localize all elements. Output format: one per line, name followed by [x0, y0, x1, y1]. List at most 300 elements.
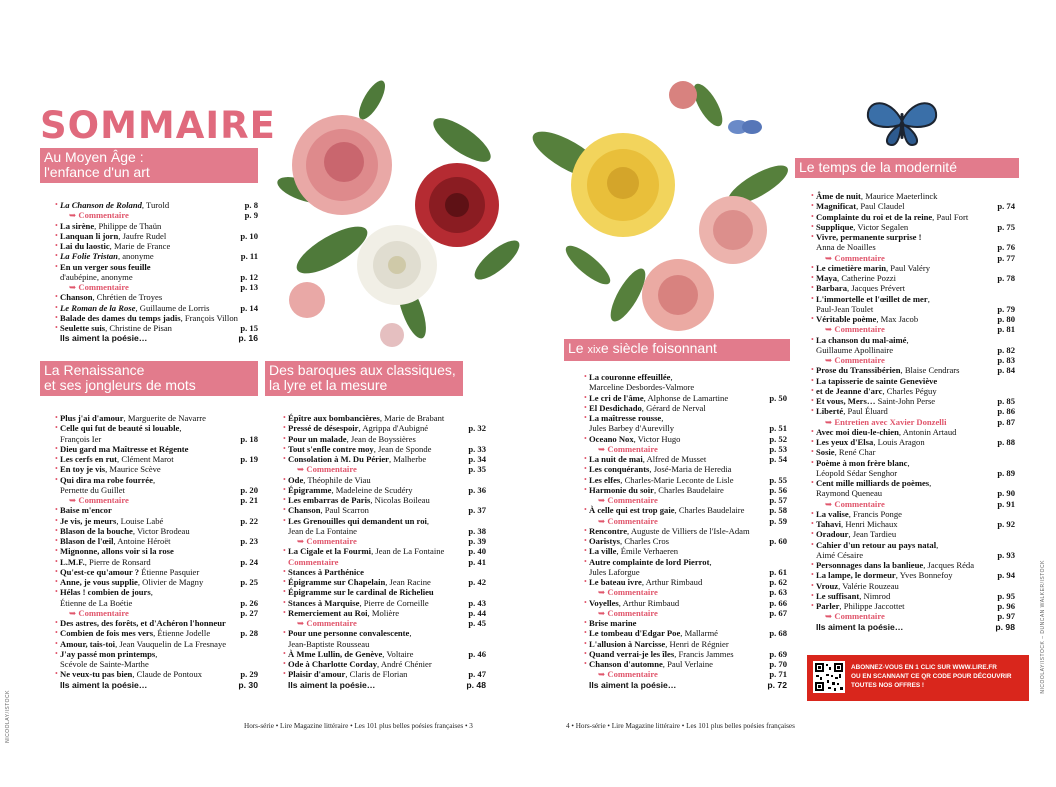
poem-author: , Yves Bonnefoy: [895, 570, 953, 581]
poem-author: ,: [155, 648, 158, 659]
commentary-label: Commentaire: [607, 607, 658, 618]
bullet-icon: •: [283, 454, 286, 463]
toc-entry[interactable]: [55, 220, 258, 231]
poem-title: Chanson d'automne: [589, 659, 663, 669]
poem-author: , André Chénier: [377, 659, 432, 669]
toc-entry[interactable]: [55, 536, 258, 546]
toc-entry[interactable]: [811, 426, 1015, 437]
toc-entry[interactable]: [584, 546, 787, 557]
poem-author: , Jean Vauquelin de La Fresnaye: [115, 638, 227, 649]
toc-entry[interactable]: [811, 519, 1015, 529]
toc-list-moyen-age: [55, 200, 258, 344]
toc-entry[interactable]: [589, 516, 787, 526]
toc-entry[interactable]: [811, 375, 1015, 386]
poem-title: La couronne effeuillée: [589, 372, 671, 382]
section-header-line: La Renaissance: [44, 362, 145, 378]
toc-entry[interactable]: [55, 474, 258, 485]
bullet-icon: •: [584, 577, 587, 586]
toc-entry[interactable]: [584, 505, 787, 516]
bullet-icon: •: [811, 232, 814, 241]
bullet-icon: •: [55, 638, 58, 648]
bullet-icon: •: [55, 423, 58, 433]
poem-title: Plus j'ai d'amour: [60, 413, 124, 423]
toc-entry[interactable]: [55, 302, 258, 313]
poem-author: , Antonin Artaud: [898, 426, 957, 437]
page-number: p. 38: [468, 525, 486, 536]
page-number: p. 81: [997, 324, 1015, 335]
toc-entry[interactable]: [811, 529, 1015, 540]
toc-entry[interactable]: [584, 648, 787, 659]
toc-entry[interactable]: [811, 580, 1015, 591]
poem-author: ,: [409, 628, 412, 639]
toc-entry[interactable]: [811, 385, 1015, 396]
bullet-icon: •: [584, 433, 587, 443]
toc-entry[interactable]: [283, 669, 486, 680]
toc-entry[interactable]: [811, 232, 1015, 242]
poem-title: Maya: [816, 273, 838, 283]
toc-entry[interactable]: [55, 292, 258, 303]
toc-entry[interactable]: [283, 413, 486, 423]
toc-entry[interactable]: [288, 464, 486, 474]
toc-entry[interactable]: [60, 282, 258, 292]
toc-entry[interactable]: [584, 433, 787, 444]
entry-continuation: Marceline Desbordes-Valmore: [589, 382, 695, 393]
toc-entry[interactable]: [55, 638, 258, 649]
page-number: p. 82: [997, 344, 1015, 355]
toc-entry[interactable]: [283, 515, 486, 526]
poem-title: Les yeux d'Elsa: [816, 437, 874, 447]
toc-entry[interactable]: [288, 680, 486, 690]
toc-entry[interactable]: [283, 587, 486, 598]
page-number: p. 34: [468, 454, 486, 464]
poem-author: , Arthur Rimbaud: [618, 597, 680, 608]
toc-entry[interactable]: [60, 659, 258, 669]
entry-continuation: d'aubépine: [60, 271, 97, 282]
bullet-icon: •: [55, 230, 58, 240]
toc-entry[interactable]: [589, 444, 787, 454]
toc-entry[interactable]: [811, 539, 1015, 550]
bullet-icon: •: [55, 200, 58, 209]
toc-entry[interactable]: [811, 191, 1015, 201]
arrow-icon: ➥: [598, 669, 608, 680]
toc-entry[interactable]: [811, 560, 1015, 570]
page-number: p. 75: [997, 221, 1015, 232]
toc-entry[interactable]: [283, 443, 486, 454]
page-number: p. 12: [240, 271, 258, 282]
page-number: p. 35: [468, 464, 486, 475]
toc-entry[interactable]: [811, 293, 1015, 304]
toc-entry[interactable]: [816, 345, 1015, 355]
toc-entry[interactable]: [55, 648, 258, 659]
toc-entry[interactable]: [584, 628, 787, 639]
poem-author: , Agrippa d'Aubigné: [358, 423, 429, 434]
commentary-label: Commentaire: [834, 498, 885, 509]
toc-entry[interactable]: [589, 608, 787, 618]
page-number: p. 36: [468, 484, 486, 495]
page-title: SOMMAIRE: [40, 104, 276, 147]
toc-entry[interactable]: [816, 355, 1015, 365]
toc-entry[interactable]: [288, 536, 486, 546]
toc-entry[interactable]: [55, 200, 258, 210]
poem-title: Les conquérants: [589, 464, 650, 475]
poem-title: Sosie: [816, 447, 835, 458]
bullet-icon: •: [811, 221, 814, 231]
poem-title: La Folie Tristan: [60, 251, 118, 262]
toc-entry[interactable]: [283, 597, 486, 608]
toc-entry[interactable]: [811, 283, 1015, 294]
bullet-icon: •: [55, 474, 58, 484]
toc-entry[interactable]: [811, 262, 1015, 273]
toc-entry[interactable]: [811, 601, 1015, 611]
bullet-icon: •: [55, 566, 58, 576]
toc-entry[interactable]: [816, 304, 1015, 314]
page-number: p. 50: [769, 392, 787, 403]
arrow-icon: ➥: [598, 607, 608, 618]
toc-entry[interactable]: [60, 434, 258, 444]
arrow-icon: ➥: [69, 495, 79, 505]
toc-entry[interactable]: [816, 468, 1015, 478]
toc-entry[interactable]: [60, 598, 258, 608]
toc-entry[interactable]: [55, 577, 258, 587]
page-number: p. 39: [468, 536, 486, 546]
poem-title: Oaristys: [589, 536, 621, 546]
toc-entry[interactable]: [55, 464, 258, 475]
toc-entry[interactable]: [584, 525, 787, 536]
subscribe-promo-box[interactable]: [807, 655, 1029, 701]
poem-author: , Jean Tardieu: [848, 529, 897, 540]
toc-entry[interactable]: [811, 314, 1015, 324]
entry-continuation: Paul-Jean Toulet: [816, 303, 874, 314]
footer-right: 4 • Hors-série • Lire Magazine littéraire • Les 101 plus belles poésies françaises: [566, 722, 795, 730]
poem-title: Épigramme sur le cardinal de Richelieu: [288, 587, 434, 598]
toc-entry[interactable]: [55, 261, 258, 272]
section-header-line: Au Moyen Âge :: [44, 149, 144, 165]
arrow-icon: ➥: [297, 536, 307, 546]
poem-title: Tahavi: [816, 519, 842, 529]
bullet-icon: •: [55, 292, 58, 302]
section-header-century: xix: [587, 344, 601, 356]
poem-title: Lanquan li jorn: [60, 230, 119, 241]
toc-entry[interactable]: [811, 201, 1015, 212]
toc-entry[interactable]: [811, 437, 1015, 447]
poem-author: , Henri de Régnier: [665, 638, 729, 649]
poem-author: , Marie de France: [109, 241, 171, 251]
bullet-icon: •: [584, 556, 587, 566]
toc-entry[interactable]: [584, 413, 787, 423]
toc-entry[interactable]: [811, 406, 1015, 417]
toc-entry[interactable]: [584, 372, 787, 382]
bullet-icon: •: [584, 474, 587, 484]
poem-title: Blason de la bouche: [60, 525, 133, 536]
flower-bouquet-left-illustration: [262, 70, 528, 360]
promo-text: [851, 663, 1023, 690]
toc-entry[interactable]: [816, 324, 1015, 334]
toc-entry[interactable]: [55, 515, 258, 526]
commentary-label: Commentaire: [288, 556, 339, 567]
poem-title: Le tombeau d'Edgar Poe: [589, 628, 681, 639]
poem-author: , Mallarmé: [680, 628, 718, 639]
toc-entry[interactable]: [811, 570, 1015, 581]
bullet-icon: •: [55, 312, 58, 322]
qr-code-icon[interactable]: [813, 661, 845, 693]
toc-entry[interactable]: [55, 443, 258, 454]
toc-entry[interactable]: [584, 392, 787, 403]
toc-entry[interactable]: [283, 433, 486, 444]
bullet-icon: •: [283, 659, 286, 668]
page-number: p. 28: [240, 628, 258, 639]
toc-entry[interactable]: [816, 488, 1015, 498]
toc-entry[interactable]: [283, 659, 486, 669]
bullet-icon: •: [584, 505, 587, 515]
section-header-moyen-age: [40, 148, 258, 183]
poem-title: La lampe, le dormeur: [816, 570, 896, 581]
page-number: p. 83: [997, 355, 1015, 365]
poem-author: , Gérard de Nerval: [641, 402, 706, 413]
bullet-icon: •: [283, 443, 286, 453]
toc-entry[interactable]: [589, 495, 787, 505]
poem-author: Étienne Pasquier: [139, 566, 200, 577]
toc-entry[interactable]: [584, 577, 787, 587]
poem-author: , Marguerite de Navarre: [123, 413, 206, 423]
poem-author: , Alfred de Musset: [642, 454, 707, 464]
bullet-icon: •: [811, 560, 814, 569]
page-number: p. 94: [997, 570, 1015, 581]
arrow-icon: ➥: [598, 587, 608, 598]
toc-entry[interactable]: [584, 659, 787, 669]
toc-entry[interactable]: [816, 550, 1015, 560]
page-number: p. 37: [468, 505, 486, 516]
bullet-icon: •: [55, 577, 58, 586]
toc-entry[interactable]: [816, 622, 1015, 632]
toc-entry[interactable]: [589, 567, 787, 577]
toc-entry[interactable]: [283, 648, 486, 659]
toc-entry[interactable]: [816, 417, 1015, 427]
pink-rose: [292, 115, 392, 215]
page-number: p. 20: [240, 484, 258, 495]
toc-entry[interactable]: [55, 566, 258, 577]
promo-line: TOUTES NOS OFFRES !: [851, 682, 925, 689]
toc-entry[interactable]: [816, 253, 1015, 263]
toc-entry[interactable]: [589, 382, 787, 392]
bullet-icon: •: [811, 437, 814, 446]
poem-author: , Jaufre Rudel: [118, 230, 167, 241]
toc-entry[interactable]: [55, 423, 258, 434]
page-number: p. 86: [997, 406, 1015, 417]
toc-entry[interactable]: [283, 484, 486, 495]
toc-entry[interactable]: [283, 423, 486, 434]
toc-entry[interactable]: [55, 230, 258, 241]
page-number: p. 97: [997, 611, 1015, 622]
poem-title: Le cimetière marin: [816, 262, 886, 273]
bullet-icon: •: [811, 519, 814, 528]
toc-entry[interactable]: [283, 505, 486, 516]
commentary-label: Commentaire: [78, 495, 129, 505]
toc-entry[interactable]: [584, 556, 787, 567]
poem-title: Qui dira ma robe fourrée: [60, 474, 153, 485]
page-number: p. 11: [240, 251, 258, 262]
poem-title: Pour une personne convalescente: [288, 628, 410, 639]
toc-entry[interactable]: [283, 628, 486, 639]
poem-author: , Catherine Pozzi: [837, 273, 896, 283]
toc-entry[interactable]: [584, 474, 787, 485]
poem-author: , Étienne Jodelle: [153, 628, 211, 639]
poem-title: Ode: [288, 474, 304, 485]
toc-entry[interactable]: [55, 505, 258, 516]
toc-entry[interactable]: [589, 669, 787, 679]
poem-author: Saint-John Perse: [875, 396, 936, 406]
poem-title: Oradour: [816, 529, 849, 540]
bullet-icon: •: [584, 525, 587, 535]
arrow-icon: ➥: [825, 252, 835, 263]
toc-entry[interactable]: [811, 508, 1015, 519]
toc-entry[interactable]: [283, 495, 486, 505]
poem-author: , José-Maria de Heredia: [649, 464, 732, 475]
entry-continuation: François Ier: [60, 433, 102, 444]
toc-entry[interactable]: [55, 312, 258, 323]
page-number: p. 23: [240, 536, 258, 546]
toc-entry[interactable]: [288, 526, 486, 536]
toc-entry[interactable]: [283, 566, 486, 577]
toc-entry[interactable]: [811, 211, 1015, 222]
page-number: p. 24: [240, 556, 258, 567]
poem-author: , Maurice Maeterlinck: [860, 191, 938, 201]
bullet-icon: •: [811, 406, 814, 416]
toc-entry[interactable]: [55, 628, 258, 639]
toc-entry[interactable]: [811, 478, 1015, 488]
toc-entry[interactable]: [811, 221, 1015, 232]
toc-entry[interactable]: [811, 273, 1015, 283]
toc-entry[interactable]: [55, 618, 258, 628]
toc-entry[interactable]: [811, 365, 1015, 376]
commentary-label: Commentaire: [306, 536, 357, 546]
toc-entry[interactable]: [589, 587, 787, 597]
poem-title: La maîtresse rousse: [589, 413, 662, 423]
toc-entry[interactable]: [288, 618, 486, 628]
toc-entry[interactable]: [283, 454, 486, 464]
poem-author: , Jean Racine: [385, 577, 431, 587]
poem-title: Baise m'encor: [60, 505, 112, 516]
page-number: p. 70: [769, 659, 787, 669]
toc-entry[interactable]: [55, 669, 258, 680]
toc-entry[interactable]: [283, 577, 486, 587]
poem-title: Autre complainte de lord Pierrot: [589, 556, 710, 567]
poem-title: Plaisir d'amour: [288, 669, 346, 680]
toc-entry[interactable]: [288, 639, 486, 649]
toc-entry[interactable]: [589, 680, 787, 690]
poem-author: , Paul Claudel: [856, 201, 905, 212]
bullet-icon: •: [811, 283, 814, 293]
poem-title: Vivre, permanente surprise !: [816, 232, 922, 242]
bullet-icon: •: [55, 454, 58, 463]
toc-entry[interactable]: [283, 607, 486, 618]
bud: [380, 323, 404, 347]
toc-entry[interactable]: [60, 333, 258, 343]
toc-entry[interactable]: [55, 546, 258, 557]
section-header-modernite: [795, 158, 1019, 178]
toc-entry[interactable]: [283, 546, 486, 557]
poem-author: , Charles Cros: [620, 536, 669, 546]
page-number: p. 42: [468, 577, 486, 587]
poem-author: , Charles Baudelaire: [674, 505, 745, 516]
toc-entry[interactable]: [816, 611, 1015, 621]
bullet-icon: •: [811, 601, 814, 610]
bullet-icon: •: [55, 648, 58, 658]
toc-entry[interactable]: [584, 454, 787, 464]
toc-entry[interactable]: [816, 499, 1015, 509]
toc-entry[interactable]: [55, 587, 258, 598]
toc-entry[interactable]: [584, 484, 787, 495]
poem-author: , Jean de Boyssières: [346, 433, 416, 444]
toc-entry[interactable]: [60, 272, 258, 282]
page-number: p. 74: [997, 201, 1015, 212]
arrow-icon: ➥: [825, 355, 835, 365]
page-number: p. 95: [997, 590, 1015, 601]
toc-entry[interactable]: [584, 597, 787, 608]
poem-author: , Nicolas Boileau: [370, 495, 430, 505]
toc-entry[interactable]: [584, 638, 787, 649]
bullet-icon: •: [283, 505, 286, 515]
bullet-icon: •: [811, 334, 814, 344]
toc-entry[interactable]: [55, 525, 258, 536]
small-pink-flower: [289, 282, 325, 318]
poem-title: Des astres, des forêts, et d'Achéron l'honneur: [60, 618, 226, 628]
toc-entry[interactable]: [811, 396, 1015, 406]
bullet-icon: •: [584, 372, 587, 381]
bullet-icon: •: [584, 648, 587, 658]
poetry-lovers-label: Ils aiment la poésie…: [816, 621, 904, 632]
toc-entry[interactable]: [584, 464, 787, 475]
poem-author: ,: [426, 515, 430, 526]
toc-entry[interactable]: [283, 474, 486, 485]
toc-entry[interactable]: [288, 557, 486, 567]
page-number: p. 89: [997, 467, 1015, 478]
poem-title: Combien de fois mes vers: [60, 628, 154, 639]
poem-author: , Olivier de Magny: [137, 577, 204, 587]
page-number: p. 85: [997, 396, 1015, 406]
toc-entry[interactable]: [60, 495, 258, 505]
poem-title: Blason de l'œil: [60, 536, 114, 546]
toc-entry[interactable]: [60, 608, 258, 618]
toc-entry[interactable]: [811, 447, 1015, 458]
toc-entry[interactable]: [816, 242, 1015, 252]
toc-entry[interactable]: [584, 536, 787, 546]
toc-entry[interactable]: [60, 680, 258, 690]
toc-entry[interactable]: [811, 457, 1015, 468]
toc-entry[interactable]: [55, 556, 258, 567]
toc-entry[interactable]: [55, 454, 258, 464]
toc-entry[interactable]: [811, 334, 1015, 345]
poem-title: L'allusion à Narcisse: [589, 638, 666, 649]
toc-entry[interactable]: [55, 241, 258, 251]
toc-entry[interactable]: [60, 210, 258, 220]
red-rose: [415, 163, 499, 247]
arrow-icon: ➥: [825, 498, 835, 509]
toc-entry[interactable]: [55, 413, 258, 423]
toc-entry[interactable]: [55, 251, 258, 262]
toc-entry[interactable]: [811, 590, 1015, 601]
poem-title: Le bateau ivre: [589, 577, 642, 587]
toc-entry[interactable]: [55, 323, 258, 333]
toc-entry[interactable]: [589, 423, 787, 433]
toc-entry[interactable]: [60, 485, 258, 495]
poem-author: , Antoine Héroët: [113, 536, 171, 546]
toc-entry[interactable]: [584, 618, 787, 628]
arrow-icon: ➥: [825, 416, 835, 427]
bullet-icon: •: [811, 539, 814, 549]
section-header-line: l'enfance d'un art: [44, 164, 150, 180]
toc-entry[interactable]: [584, 402, 787, 413]
commentary-label: Commentaire: [834, 324, 885, 335]
